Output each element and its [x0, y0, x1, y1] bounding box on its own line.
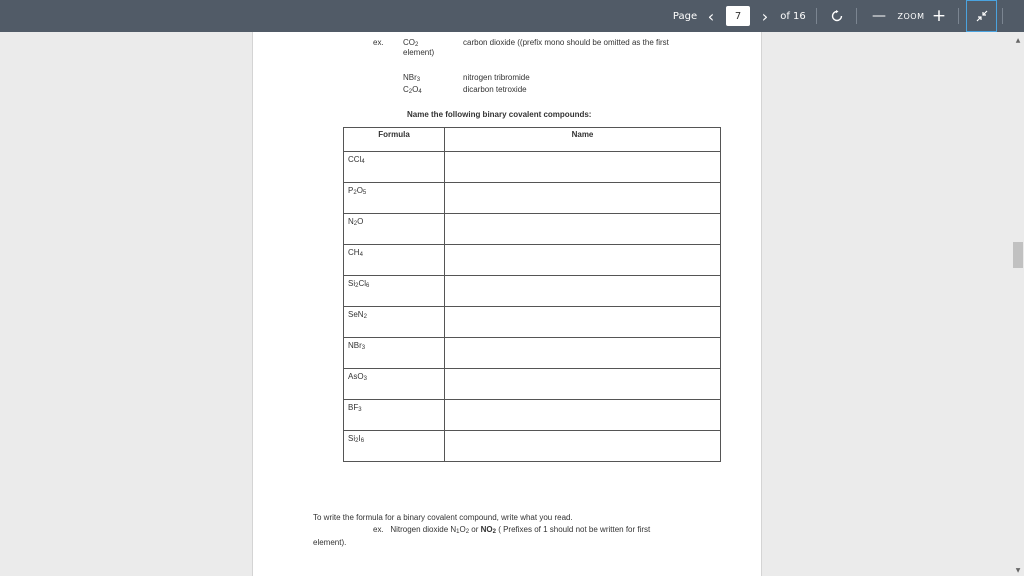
next-page-button[interactable]: › [761, 6, 769, 26]
formula-text: $N_2O$ [348, 217, 364, 227]
table-row [344, 369, 721, 400]
scrollbar-thumb[interactable] [1013, 242, 1023, 268]
table-row [344, 183, 721, 214]
example-formula-3: $C_2O_4$ [403, 85, 422, 95]
formula-cell [344, 183, 445, 214]
zoom-label: ZOOM [897, 11, 925, 21]
exit-fullscreen-button[interactable] [966, 0, 997, 32]
formula-text: AsO$_3$ [348, 372, 367, 382]
toolbar-divider [958, 8, 959, 24]
scroll-down-arrow[interactable]: ▼ [1015, 566, 1021, 574]
formula-text: $BF_3$ [348, 403, 362, 413]
pdf-page [252, 32, 762, 576]
formula-text: $Si_2I_6$ [348, 434, 365, 444]
document-viewer[interactable] [0, 32, 1024, 576]
table-row [344, 307, 721, 338]
name-answer-cell[interactable] [445, 183, 721, 214]
rotate-icon [831, 10, 843, 22]
table-row [344, 400, 721, 431]
previous-page-button[interactable]: ‹ [707, 6, 715, 26]
formula-cell [344, 431, 445, 462]
table-row [344, 276, 721, 307]
name-answer-cell[interactable] [445, 338, 721, 369]
formula-cell [344, 369, 445, 400]
name-answer-cell[interactable] [445, 400, 721, 431]
formula-text: SeN$_2$ [348, 310, 367, 320]
footer-example: ex. Nitrogen dioxide $N_1O_2$ or $NO_2$ ( Prefixes of 1 should not be written for first [373, 525, 651, 535]
formula-cell [344, 152, 445, 183]
formula-cell [344, 276, 445, 307]
formula-cell [344, 338, 445, 369]
name-answer-cell[interactable] [445, 152, 721, 183]
footer-line-3: element). [313, 538, 347, 547]
formula-text: CCl$_4$ [348, 155, 365, 165]
formula-text: NBr$_3$ [348, 341, 366, 351]
formula-text: $Si_2Cl_6$ [348, 279, 370, 289]
formula-cell [344, 214, 445, 245]
compounds-table [343, 127, 721, 462]
example-name-3: dicarbon tetroxide [463, 85, 527, 94]
example-label: ex. [373, 38, 384, 47]
rotate-button[interactable] [826, 0, 848, 32]
table-row [344, 152, 721, 183]
formula-header: Formula [344, 128, 445, 152]
instruction-heading: Name the following binary covalent compounds: [407, 110, 592, 119]
formula-text: $P_2O_5$ [348, 186, 367, 196]
toolbar-divider [816, 8, 817, 24]
page-label: Page [672, 10, 698, 22]
example-name-1-cont: element) [403, 48, 435, 57]
example-name-2: nitrogen tribromide [463, 73, 530, 82]
page-count-label: of 16 [780, 10, 806, 22]
name-header: Name [445, 128, 721, 152]
collapse-arrows-icon [976, 10, 988, 22]
formula-cell [344, 400, 445, 431]
example-formula-1: $CO_2$ [403, 38, 419, 48]
toolbar-divider [856, 8, 857, 24]
zoom-in-button[interactable]: + [931, 6, 947, 26]
table-row [344, 245, 721, 276]
name-answer-cell[interactable] [445, 276, 721, 307]
pdf-toolbar [0, 0, 1024, 32]
table-row [344, 431, 721, 462]
name-answer-cell[interactable] [445, 369, 721, 400]
name-answer-cell[interactable] [445, 245, 721, 276]
footer-line-1: To write the formula for a binary covalent compound, write what you read. [313, 513, 573, 522]
example-name-1: carbon dioxide ((prefix mono should be omitted as the first [463, 38, 669, 47]
name-answer-cell[interactable] [445, 307, 721, 338]
table-row [344, 338, 721, 369]
formula-text: $CH_4$ [348, 248, 363, 258]
scroll-up-arrow[interactable]: ▲ [1015, 36, 1021, 44]
table-row [344, 214, 721, 245]
toolbar-divider [1002, 8, 1003, 24]
page-number-input[interactable] [726, 6, 750, 26]
name-answer-cell[interactable] [445, 214, 721, 245]
zoom-out-button[interactable]: — [872, 8, 886, 24]
formula-cell [344, 245, 445, 276]
name-answer-cell[interactable] [445, 431, 721, 462]
formula-cell [344, 307, 445, 338]
example-formula-2: NBr$_3$ [403, 73, 421, 83]
